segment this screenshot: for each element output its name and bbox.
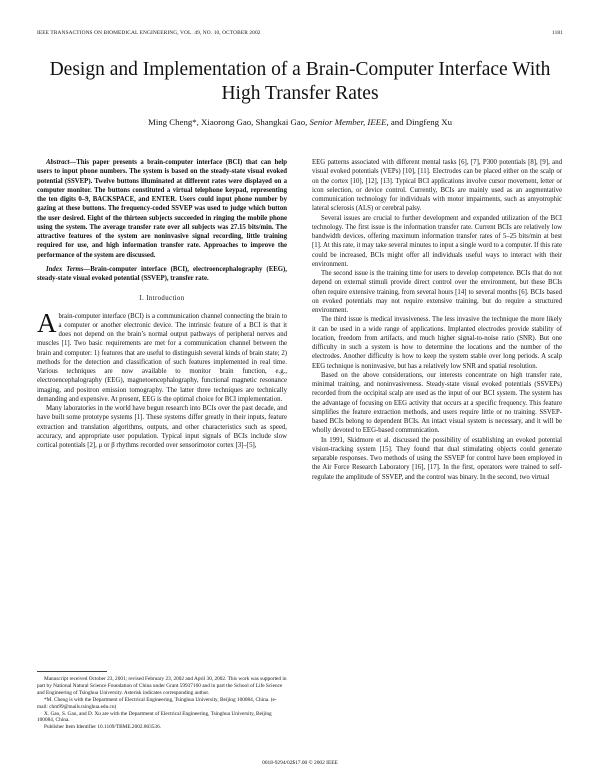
authors-last: and Dingfeng Xu bbox=[390, 117, 452, 127]
page-number: 1181 bbox=[552, 30, 563, 36]
left-column bbox=[37, 158, 287, 450]
body-paragraph: Based on the above considerations, our interests concentrate on high transfer rate, minimal training, and noninvasiveness. Steady-state visual evoked potentials (SSVEPs) recorded from the occipital scalp are used as the input of our BCI system. The system has the advantage of focusing on EEG activity that occurs at a specific frequency. This feature simplifies the feature extraction methods, and users require little or no training. SSVEP-based BCIs belong to dependent BCIs. An intact visual system is necessary, and it will be wholly devoted to EEG-based communication. bbox=[312, 371, 562, 435]
footnote-manuscript: Manuscript received October 23, 2001; revised February 23, 2002 and April 30, 2002. This work was supported in part by National Natural Science Foundation of China under Grant 59937160 and in part the School of Life Science and Engineering of Tsinghua University. Asterisk indicates corresponding author. bbox=[37, 676, 287, 696]
intro-paragraph: Abrain-computer interface (BCI) is a communication channel connecting the brain to a computer or another electronic device. The intrinsic feature of a BCI is that it does not depend on the brain’s normal output pathways of peripheral nerves and muscles [1]. Two basic requirements are met for a communication channel between the brain and computer: 1) features that are useful to distinguish several kinds of brain state; 2) methods for the detection and classification of such features implemented in real time. Various techniques are now available to monitor brain function, e.g., electroencephalography (EEG), magnetoencephalography, functional magnetic resonance imaging, and positron emission tomography. The latter three techniques are technically demanding and expensive. At present, EEG is the optimal choice for BCI implementation. bbox=[37, 307, 287, 403]
abstract-text: This paper presents a brain-computer interface (BCI) that can help users to input phone numbers. The system is based on the steady-state visual evoked potential (SSVEP). Twelve buttons illuminated at different rates were displayed on a computer monitor. The buttons constituted a virtual telephone keypad, representing the ten digits 0–9, BACKSPACE, and ENTER. Users could input phone number by gazing at these buttons. The frequency-coded SSVEP was used to judge which button the user desired. Eight of the thirteen subjects succeeded in ringing the mobile phone using the system. The average transfer rate over all subjects was 27.15 bits/min. The attractive features of the system are noninvasive signal recording, little training required for use, and high information transfer rate. Approaches to improve the performance of the system are discussed. bbox=[37, 159, 287, 259]
body-paragraph: The second issue is the training time for users to develop competence. BCIs that do not depend on external stimuli provide direct control over the environment, but these BCIs often require extensive training, from several hours [14] to several months [6]. BCIs based on evoked potentials may not require extensive training, but do require a structured environment. bbox=[312, 270, 562, 314]
footnote-affiliation-coauthors: X. Gao, S. Gao, and D. Xu are with the Department of Electrical Engineering, Tsinghua University, Beijing 100084, China. bbox=[37, 710, 272, 724]
abstract bbox=[37, 158, 287, 260]
body-paragraph: Several issues are crucial to further development and expanded utilization of the BCI technology. The first issue is the information transfer rate. Current BCIs are relatively low bandwidth devices, offering maximum information transfer rates of 5–25 bits/min at best [1]. At this rate, it may take several minutes to input a single word to a computer. If this rate could be increased, BCIs might offer all individuals useful ways to interact with their environment. bbox=[312, 214, 562, 268]
author-membership: Senior Member, IEEE, bbox=[309, 117, 389, 127]
footnotes bbox=[37, 671, 287, 731]
author-line bbox=[30, 117, 570, 127]
abstract-lead: Abstract— bbox=[46, 159, 77, 166]
index-terms-lead: Index Terms— bbox=[46, 265, 91, 273]
body-paragraph: The third issue is medical invasiveness. The less invasive the technique the more likely it can be used in a wide range of applications. Implanted electrodes provide stability of location, freedom from artifacts, and much higher signal-to-noise ratio (SNR). But one difficulty in such a system is how to determine the locations and the number of the electrodes. Another difficulty is how to keep the system stable over long periods. A scalp EEG technique is noninvasive, but has a relatively low SNR and spatial resolution. bbox=[312, 316, 562, 370]
index-terms-text: Brain-computer interface (BCI), electroencephalography (EEG), steady-state visual evoked potential (SSVEP), transfer rate. bbox=[37, 265, 288, 282]
section-heading-introduction: I. Introduction bbox=[139, 295, 185, 303]
index-terms bbox=[37, 265, 287, 284]
copyright-footer: 0018-9294/02$17.00 © 2002 IEEE bbox=[262, 760, 338, 766]
footnote-rule bbox=[37, 671, 107, 672]
body-paragraph: In 1991, Skidmore et al. discussed the possibility of establishing an evoked potential vision-tracking system [15]. They found that dual stimulating objects could generate separable responses. Two methods of using the SSVEP for control have been employed in the Air Force Research Laboratory [16], [17]. In the first, operators were trained to self-regulate the amplitude of SSVEP, and the control was binary. In the second, two virtual bbox=[312, 436, 562, 481]
paper-title: Design and Implementation of a Brain-Computer Interface With High Transfer Rates bbox=[49, 59, 551, 104]
journal-line: IEEE TRANSACTIONS ON BIOMEDICAL ENGINEERING, VOL. 49, NO. 10, OCTOBER 2002 bbox=[37, 30, 261, 36]
footnote-affiliation-cheng: *M. Cheng is with the Department of Electrical Engineering, Tsinghua University, Beijing 100084, China. (e-mail: chm99@mails.tsinghua.edu.cn) bbox=[37, 696, 277, 710]
running-header bbox=[37, 30, 563, 36]
intro-paragraph: Many laboratories in the world have begun research into BCIs over the past decade, and have built some prototype systems [1]. These systems differ greatly in their inputs, feature extraction and translation algorithms, outputs, and other characteristics such as speed, accuracy, and appropriate user population. Typical input signals of BCIs include slow cortical potentials [2], μ or β rhythms recorded over sensorimotor cortex [3]–[5], bbox=[37, 405, 287, 449]
authors-first: Ming Cheng*, Xiaorong Gao, Shangkai Gao, bbox=[148, 117, 308, 127]
footnote-publisher-id: Publisher Item Identifier 10.1109/TBME.2002.803536. bbox=[44, 724, 162, 731]
body-paragraph: EEG patterns associated with different mental tasks [6], [7], P300 potentials [8], [9], and visual evoked potentials (VEPs) [10], [11]. Electrodes can be placed either on the scalp or on the cortex [10], [12], [13]. Typical BCI applications involve cursor movement, letter or icon selection, or device control. Currently, BCIs are mainly used as an augmentative communication technology for individuals with motor impairments, such as amyotrophic lateral sclerosis (ALS) or cerebral palsy. bbox=[312, 159, 562, 213]
right-column bbox=[312, 158, 562, 482]
